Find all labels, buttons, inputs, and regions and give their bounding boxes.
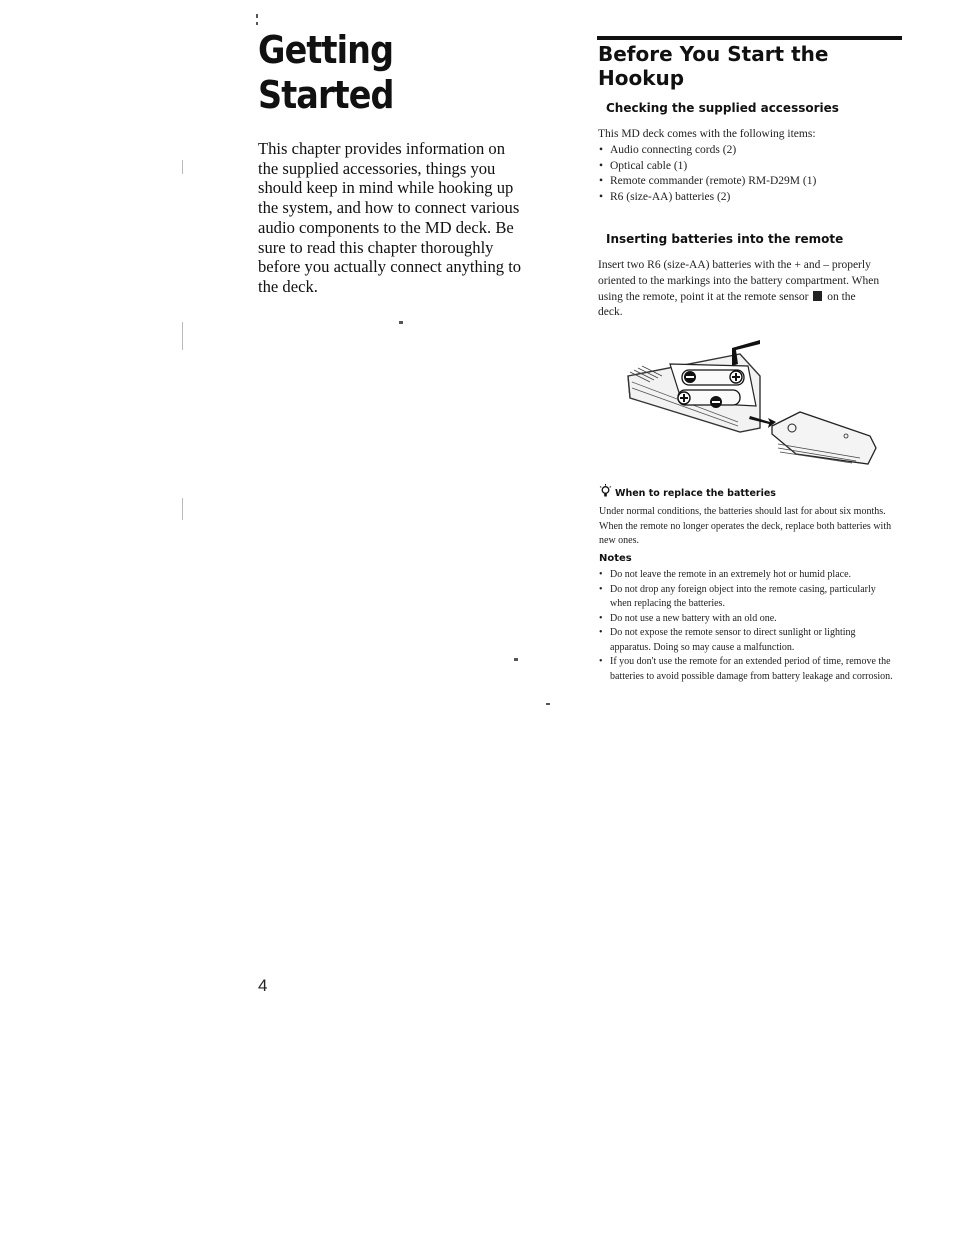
list-item: • R6 (size-AA) batteries (2) — [598, 190, 898, 206]
accessories-list — [598, 143, 898, 206]
section-title — [598, 42, 898, 90]
scan-speck — [182, 160, 183, 174]
tip-block — [599, 483, 899, 549]
list-item: • Do not use a new battery with an old one. — [598, 612, 894, 627]
remote-sensor-icon — [813, 291, 822, 301]
batteries-paragraph — [598, 258, 880, 321]
batteries-text-end: on the deck. — [598, 290, 856, 319]
section-title-line1: Before You Start the — [598, 42, 829, 66]
batteries-heading: Inserting batteries into the remote — [606, 232, 844, 246]
remote-battery-insertion-illustration — [620, 336, 882, 474]
scan-speck — [256, 14, 258, 18]
page-number: 4 — [258, 976, 268, 995]
accessories-block — [598, 127, 898, 206]
scan-speck — [256, 22, 258, 25]
scan-speck — [182, 322, 183, 350]
scan-speck — [514, 658, 518, 661]
section-title-line2: Hookup — [598, 66, 685, 90]
accessories-heading: Checking the supplied accessories — [606, 101, 839, 115]
list-item: • Do not expose the remote sensor to direct sunlight or lighting apparatus. Doing so may cause a malfunction. — [598, 626, 894, 655]
list-item: • Audio connecting cords (2) — [598, 143, 898, 159]
lightbulb-icon — [599, 484, 612, 503]
list-item: • Do not drop any foreign object into the remote casing, particularly when replacing the batteries. — [598, 583, 894, 612]
list-item: • Remote commander (remote) RM-D29M (1) — [598, 174, 898, 190]
chapter-intro: This chapter provides information on the supplied accessories, things you should keep in mind while hooking up the system, and how to connect various audio components to the MD deck. Be sure to read this chapter thoroughly before you actually connect anything to the deck. — [258, 139, 522, 296]
notes-heading: Notes — [599, 553, 632, 564]
tip-heading: When to replace the batteries — [615, 488, 776, 499]
scan-speck — [399, 321, 403, 324]
chapter-title — [258, 28, 558, 118]
list-item: • Optical cable (1) — [598, 159, 898, 175]
scan-speck — [546, 703, 550, 705]
chapter-title-line1: Getting — [258, 28, 394, 72]
list-item: • If you don't use the remote for an extended period of time, remove the batteries to avoid possible damage from battery leakage and corrosion. — [598, 655, 894, 684]
section-rule — [597, 36, 902, 40]
chapter-title-line2: Started — [258, 73, 394, 117]
scan-speck — [182, 498, 183, 520]
accessories-lead: This MD deck comes with the following items: — [598, 128, 816, 140]
tip-text: Under normal conditions, the batteries should last for about six months. When the remote no longer operates the deck, replace both batteries with new ones. — [599, 506, 892, 546]
notes-list — [598, 568, 894, 684]
list-item: • Do not leave the remote in an extremely hot or humid place. — [598, 568, 894, 583]
batteries-text: Insert two R6 (size-AA) batteries with the + and – properly oriented to the markings into the battery compartment. When using the remote, point it at the remote sensor — [598, 259, 880, 303]
